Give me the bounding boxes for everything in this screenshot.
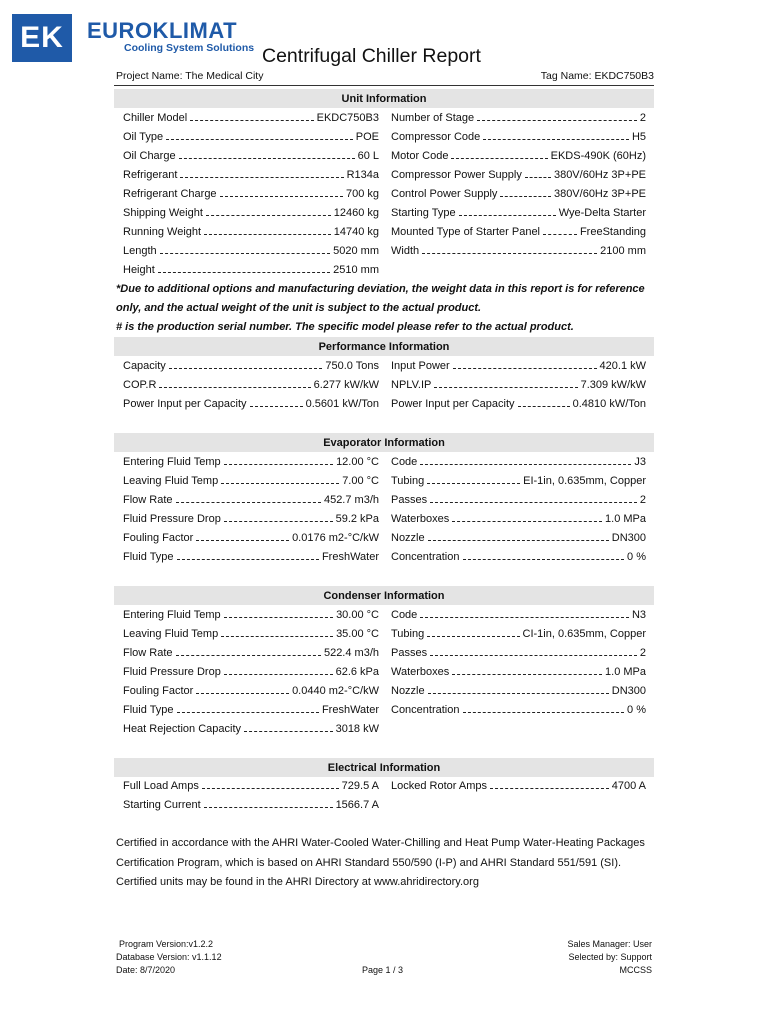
field-value: EI-1in, 0.635mm, Copper xyxy=(523,475,646,487)
dotted-leader xyxy=(453,367,597,369)
field-value: 2 xyxy=(639,112,646,124)
field-label: Code xyxy=(391,609,418,621)
field-value: 1566.7 A xyxy=(335,799,379,811)
field-value: 4700 A xyxy=(611,780,646,792)
evaporator-right-row-2 xyxy=(391,491,646,510)
field-value: 0.0440 m2-°C/kW xyxy=(292,685,379,697)
evaporator-left-row-1 xyxy=(123,472,379,491)
field-value: 5020 mm xyxy=(333,245,379,257)
unit-left-row-7 xyxy=(123,242,379,261)
evaporator-section-header: Evaporator Information xyxy=(114,433,654,452)
electrical-section-header: Electrical Information xyxy=(114,758,654,777)
dotted-leader xyxy=(206,214,331,216)
page-number: Page 1 / 3 xyxy=(362,965,404,975)
condenser-right-row-5 xyxy=(391,701,646,720)
performance-right-row-2 xyxy=(391,395,646,414)
field-label: Compressor Power Supply xyxy=(391,169,522,181)
performance-left-row-0 xyxy=(123,357,379,376)
field-label: Waterboxes xyxy=(391,666,450,678)
field-value: 522.4 m3/h xyxy=(323,647,379,659)
condenser-left-row-6 xyxy=(123,720,379,739)
field-value: 0.5601 kW/Ton xyxy=(305,398,379,410)
dotted-leader xyxy=(250,405,303,407)
field-label: COP.R xyxy=(123,379,157,391)
field-label: Width xyxy=(391,245,420,257)
dotted-leader xyxy=(176,654,321,656)
report-title: Centrifugal Chiller Report xyxy=(262,45,481,67)
dotted-leader xyxy=(483,138,629,140)
field-label: Leaving Fluid Temp xyxy=(123,628,219,640)
dotted-leader xyxy=(427,482,520,484)
dotted-leader xyxy=(459,214,556,216)
field-label: Code xyxy=(391,456,418,468)
evaporator-right-row-0 xyxy=(391,453,646,472)
selected-by: Selected by: Support xyxy=(568,952,652,962)
field-label: Capacity xyxy=(123,360,166,372)
dotted-leader xyxy=(158,271,330,273)
report-date: Date: 8/7/2020 xyxy=(116,965,176,975)
program-version: Program Version:v1.2.2 xyxy=(119,939,214,949)
field-label: Tubing xyxy=(391,475,425,487)
field-value: 0.0176 m2-°C/kW xyxy=(292,532,379,544)
unit-left-row-5 xyxy=(123,204,379,223)
condenser-right-row-4 xyxy=(391,682,646,701)
evaporator-right-row-1 xyxy=(391,472,646,491)
field-value: 59.2 kPa xyxy=(335,513,379,525)
dotted-leader xyxy=(190,119,313,121)
performance-section-header: Performance Information xyxy=(114,337,654,356)
field-label: Oil Charge xyxy=(123,150,176,162)
field-label: Waterboxes xyxy=(391,513,450,525)
field-value: J3 xyxy=(634,456,646,468)
field-label: Starting Current xyxy=(123,799,201,811)
field-label: Passes xyxy=(391,647,428,659)
field-label: Fluid Pressure Drop xyxy=(123,666,221,678)
evaporator-left-row-5 xyxy=(123,548,379,567)
field-label: Refrigerant Charge xyxy=(123,188,217,200)
dotted-leader xyxy=(451,157,547,159)
unit-right-row-0 xyxy=(391,109,646,128)
dotted-leader xyxy=(500,195,551,197)
field-value: EKDC750B3 xyxy=(316,112,379,124)
dotted-leader xyxy=(224,616,333,618)
field-label: Compressor Code xyxy=(391,131,481,143)
field-value: 35.00 °C xyxy=(336,628,379,640)
condenser-left-row-5 xyxy=(123,701,379,720)
field-value: R134a xyxy=(346,169,379,181)
field-value: FreshWater xyxy=(321,551,379,563)
electrical-left-row-1 xyxy=(123,796,379,815)
unit-right-row-7 xyxy=(391,242,646,261)
dotted-leader xyxy=(434,386,577,388)
performance-right-row-0 xyxy=(391,357,646,376)
condenser-left-row-1 xyxy=(123,625,379,644)
dotted-leader xyxy=(463,558,625,560)
software-name: MCCSS xyxy=(619,965,652,975)
field-value: POE xyxy=(355,131,379,143)
dotted-leader xyxy=(463,711,625,713)
unit-left-row-6 xyxy=(123,223,379,242)
field-label: Fluid Pressure Drop xyxy=(123,513,221,525)
unit-left-row-4 xyxy=(123,185,379,204)
dotted-leader xyxy=(452,673,602,675)
field-value: 452.7 m3/h xyxy=(323,494,379,506)
field-label: Refrigerant xyxy=(123,169,178,181)
ahri-certification-text: Certified in accordance with the AHRI Water-Cooled Water-Chilling and Heat Pump Water-Heating Packages Certification Program, which is based on AHRI Standard 550/590 (I-P) and AHRI Standard 551/591 (SI). Certified units may be found in the AHRI Directory at www.ahridirectory.org xyxy=(116,837,645,888)
dotted-leader xyxy=(177,711,319,713)
dotted-leader xyxy=(177,558,319,560)
unit-left-row-1 xyxy=(123,128,379,147)
evaporator-left-row-2 xyxy=(123,491,379,510)
evaporator-right-row-3 xyxy=(391,510,646,529)
field-label: Locked Rotor Amps xyxy=(391,780,487,792)
field-label: Control Power Supply xyxy=(391,188,498,200)
dotted-leader xyxy=(452,520,602,522)
field-value: 7.309 kW/kW xyxy=(580,379,646,391)
field-label: Height xyxy=(123,264,155,276)
field-label: Leaving Fluid Temp xyxy=(123,475,219,487)
field-label: Entering Fluid Temp xyxy=(123,609,221,621)
field-value: N3 xyxy=(631,609,646,621)
field-label: Full Load Amps xyxy=(123,780,199,792)
field-value: 62.6 kPa xyxy=(335,666,379,678)
tag-name: Tag Name: EKDC750B3 xyxy=(540,70,654,82)
field-value: 12.00 °C xyxy=(336,456,379,468)
database-version: Database Version: v1.1.12 xyxy=(116,952,222,962)
condenser-left-row-2 xyxy=(123,644,379,663)
field-label: Concentration xyxy=(391,704,460,716)
company-logo: EK xyxy=(12,14,72,62)
field-value: DN300 xyxy=(611,532,646,544)
field-value: 750.0 Tons xyxy=(325,360,379,372)
dotted-leader xyxy=(202,787,339,789)
performance-left-row-2 xyxy=(123,395,379,414)
dotted-leader xyxy=(420,616,629,618)
field-label: Shipping Weight xyxy=(123,207,203,219)
unit-right-row-6 xyxy=(391,223,646,242)
field-label: Input Power xyxy=(391,360,450,372)
field-value: 3018 kW xyxy=(335,723,379,735)
dotted-leader xyxy=(220,195,343,197)
dotted-leader xyxy=(196,692,289,694)
dotted-leader xyxy=(518,405,570,407)
header-divider xyxy=(114,85,654,86)
unit-right-row-1 xyxy=(391,128,646,147)
dotted-leader xyxy=(420,463,631,465)
dotted-leader xyxy=(224,463,333,465)
field-value: Wye-Delta Starter xyxy=(558,207,646,219)
field-label: Nozzle xyxy=(391,685,425,697)
field-value: 380V/60Hz 3P+PE xyxy=(553,188,646,200)
unit-left-row-3 xyxy=(123,166,379,185)
field-label: Flow Rate xyxy=(123,494,173,506)
field-value: 6.277 kW/kW xyxy=(313,379,379,391)
field-value: 2 xyxy=(639,494,646,506)
dotted-leader xyxy=(180,176,343,178)
unit-right-row-5 xyxy=(391,204,646,223)
field-value: 1.0 MPa xyxy=(605,666,646,678)
field-value: H5 xyxy=(631,131,646,143)
field-value: FreeStanding xyxy=(579,226,646,238)
dotted-leader xyxy=(221,482,339,484)
dotted-leader xyxy=(430,654,637,656)
footer-right xyxy=(567,938,652,977)
dotted-leader xyxy=(224,673,333,675)
unit-section-header: Unit Information xyxy=(114,89,654,108)
dotted-leader xyxy=(224,520,333,522)
dotted-leader xyxy=(196,539,289,541)
dotted-leader xyxy=(160,252,330,254)
field-label: Tubing xyxy=(391,628,425,640)
field-value: 7.00 °C xyxy=(342,475,379,487)
field-label: Heat Rejection Capacity xyxy=(123,723,242,735)
field-value: 2100 mm xyxy=(600,245,646,257)
condenser-section-header: Condenser Information xyxy=(114,586,654,605)
field-label: Entering Fluid Temp xyxy=(123,456,221,468)
field-value: 380V/60Hz 3P+PE xyxy=(553,169,646,181)
dotted-leader xyxy=(204,806,333,808)
dotted-leader xyxy=(166,138,353,140)
unit-right-row-2 xyxy=(391,147,646,166)
dotted-leader xyxy=(422,252,597,254)
dotted-leader xyxy=(525,176,551,178)
field-value: 14740 kg xyxy=(333,226,379,238)
evaporator-left-row-3 xyxy=(123,510,379,529)
field-label: Fluid Type xyxy=(123,551,174,563)
field-value: 2510 mm xyxy=(333,264,379,276)
condenser-right-row-1 xyxy=(391,625,646,644)
field-value: 729.5 A xyxy=(341,780,379,792)
company-tagline: Cooling System Solutions xyxy=(124,42,255,54)
field-label: Fluid Type xyxy=(123,704,174,716)
evaporator-right-row-4 xyxy=(391,529,646,548)
evaporator-right-row-5 xyxy=(391,548,646,567)
field-label: Power Input per Capacity xyxy=(391,398,515,410)
dotted-leader xyxy=(477,119,637,121)
field-value: 60 L xyxy=(357,150,379,162)
field-value: FreshWater xyxy=(321,704,379,716)
condenser-left-row-3 xyxy=(123,663,379,682)
dotted-leader xyxy=(179,157,355,159)
condenser-left-row-0 xyxy=(123,606,379,625)
electrical-left-row-0 xyxy=(123,777,379,796)
unit-left-row-2 xyxy=(123,147,379,166)
field-label: Oil Type xyxy=(123,131,164,143)
company-name: EUROKLIMAT xyxy=(87,18,238,43)
dotted-leader xyxy=(428,539,609,541)
field-label: Passes xyxy=(391,494,428,506)
serial-note: # is the production serial number. The specific model please refer to the actual product. xyxy=(116,321,574,333)
field-value: 30.00 °C xyxy=(336,609,379,621)
dotted-leader xyxy=(428,692,609,694)
field-label: Nozzle xyxy=(391,532,425,544)
field-label: Power Input per Capacity xyxy=(123,398,247,410)
field-value: CI-1in, 0.635mm, Copper xyxy=(522,628,646,640)
evaporator-left-row-4 xyxy=(123,529,379,548)
field-value: 700 kg xyxy=(345,188,379,200)
unit-left-row-0 xyxy=(123,109,379,128)
dotted-leader xyxy=(244,730,333,732)
field-label: Starting Type xyxy=(391,207,456,219)
dotted-leader xyxy=(204,233,331,235)
dotted-leader xyxy=(490,787,609,789)
condenser-right-row-0 xyxy=(391,606,646,625)
unit-right-row-4 xyxy=(391,185,646,204)
field-label: Number of Stage xyxy=(391,112,475,124)
unit-left-row-8 xyxy=(123,261,379,280)
field-label: Chiller Model xyxy=(123,112,188,124)
field-label: Running Weight xyxy=(123,226,202,238)
field-label: Fouling Factor xyxy=(123,532,194,544)
field-label: Length xyxy=(123,245,157,257)
field-value: 1.0 MPa xyxy=(605,513,646,525)
condenser-right-row-2 xyxy=(391,644,646,663)
dotted-leader xyxy=(176,501,321,503)
field-label: Motor Code xyxy=(391,150,449,162)
field-label: Fouling Factor xyxy=(123,685,194,697)
field-value: 0.4810 kW/Ton xyxy=(572,398,646,410)
condenser-left-row-4 xyxy=(123,682,379,701)
dotted-leader xyxy=(430,501,637,503)
dotted-leader xyxy=(427,635,519,637)
field-value: DN300 xyxy=(611,685,646,697)
field-label: Concentration xyxy=(391,551,460,563)
unit-right-row-3 xyxy=(391,166,646,185)
electrical-right-row-0 xyxy=(391,777,646,796)
dotted-leader xyxy=(221,635,333,637)
field-value: 12460 kg xyxy=(333,207,379,219)
performance-right-row-1 xyxy=(391,376,646,395)
evaporator-left-row-0 xyxy=(123,453,379,472)
field-label: Mounted Type of Starter Panel xyxy=(391,226,540,238)
footer-left xyxy=(116,938,222,977)
weight-note: *Due to additional options and manufacturing deviation, the weight data in this report is for reference only, and the actual weight of the unit is subject to the actual product. xyxy=(116,283,645,314)
performance-left-row-1 xyxy=(123,376,379,395)
condenser-right-row-3 xyxy=(391,663,646,682)
field-label: NPLV.IP xyxy=(391,379,432,391)
project-name: Project Name: The Medical City xyxy=(116,70,264,82)
field-value: 0 % xyxy=(627,551,646,563)
field-value: 2 xyxy=(639,647,646,659)
sales-manager: Sales Manager: User xyxy=(567,939,652,949)
dotted-leader xyxy=(543,233,577,235)
field-value: 0 % xyxy=(627,704,646,716)
dotted-leader xyxy=(169,367,323,369)
field-label: Flow Rate xyxy=(123,647,173,659)
dotted-leader xyxy=(159,386,310,388)
field-value: EKDS-490K (60Hz) xyxy=(550,150,646,162)
field-value: 420.1 kW xyxy=(599,360,646,372)
